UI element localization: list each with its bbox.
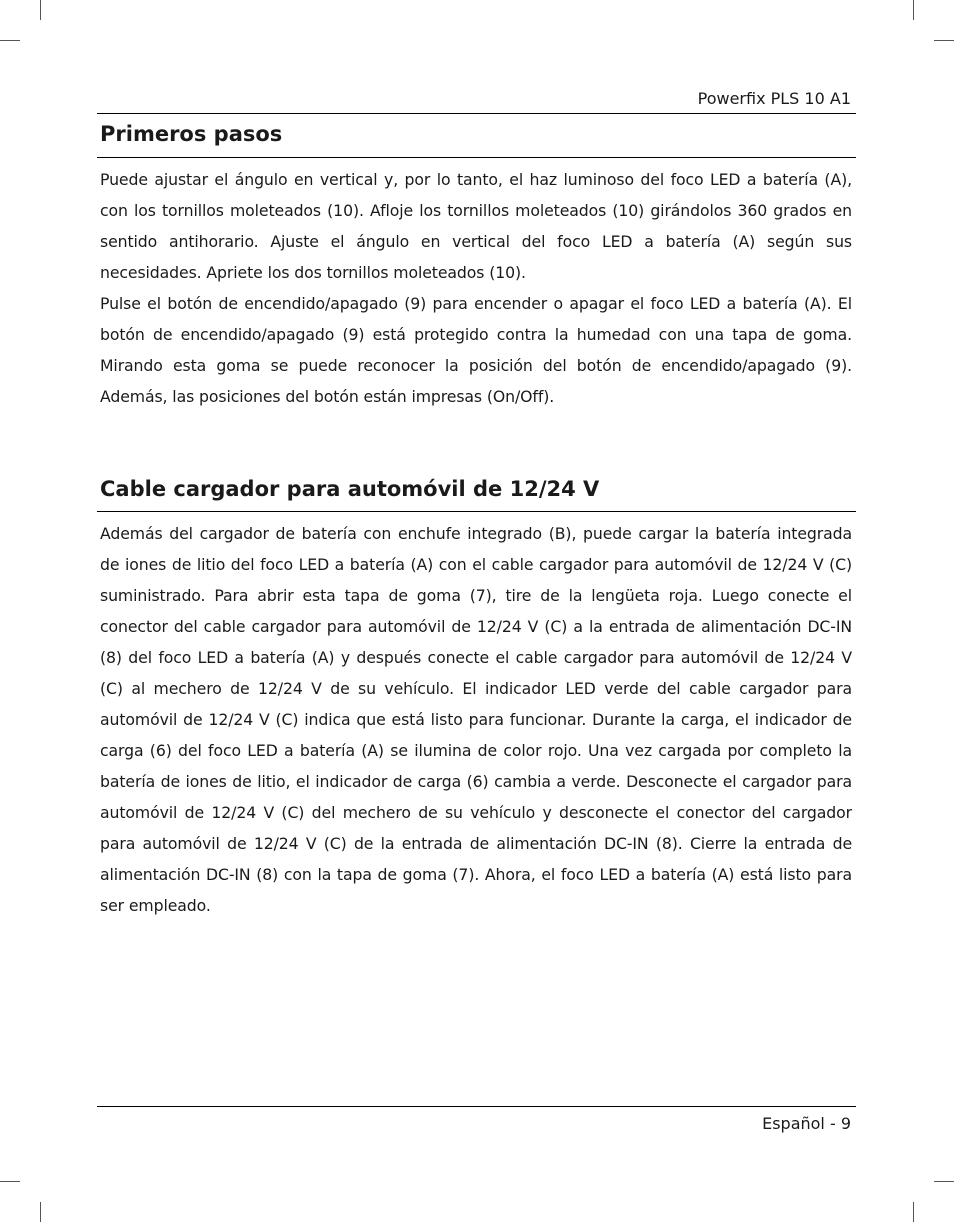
page-number: Español - 9 (762, 1114, 851, 1133)
crop-mark (40, 0, 41, 20)
crop-mark (0, 40, 20, 41)
crop-mark (913, 0, 914, 20)
crop-mark (913, 1202, 914, 1222)
section-body-primeros-pasos (100, 164, 852, 412)
paragraph: Puede ajustar el ángulo en vertical y, por lo tanto, el haz luminoso del foco LED a batería (A), con los tornillos moleteados (10). Afloje los tornillos moleteados (10) girándolos 360 grados en sentido antihorario. Ajuste el ángulo en vertical del foco LED a batería (A) según sus necesidades. Apriete los dos tornillos moleteados (10). (100, 170, 852, 282)
section-title-cable-cargador: Cable cargador para automóvil de 12/24 V (100, 477, 600, 501)
running-header: Powerfix PLS 10 A1 (697, 89, 851, 108)
crop-mark (0, 1181, 20, 1182)
footer-rule (97, 1106, 856, 1107)
section-title-rule (97, 157, 856, 158)
section-title-rule (97, 511, 856, 512)
crop-mark (934, 40, 954, 41)
crop-mark (934, 1181, 954, 1182)
paragraph: Además del cargador de batería con enchufe integrado (B), puede cargar la batería integrada de iones de litio del foco LED a batería (A) con el cable cargador para automóvil de 12/24 V (C) suministrado. Para abrir esta tapa de goma (7), tire de la lengüeta roja. Luego conecte el conector del cable cargador para automóvil de 12/24 V (C) a la entrada de alimentación DC-IN (8) del foco LED a batería (A) y después conecte el cable cargador para automóvil de 12/24 V (C) al mechero de 12/24 V de su vehículo. El indicador LED verde del cable cargador para automóvil de 12/24 V (C) indica que está listo para funcionar. Durante la carga, el indicador de carga (6) del foco LED a batería (A) se ilumina de color rojo. Una vez cargada por completo la batería de iones de litio, el indicador de carga (6) cambia a verde. Desconecte el cargador para automóvil de 12/24 V (C) del mechero de su vehículo y desconecte el conector del cargador para automóvil de 12/24 V (C) de la entrada de alimentación DC-IN (8). Cierre la entrada de alimentación DC-IN (8) con la tapa de goma (7). Ahora, el foco LED a batería (A) está listo para ser empleado. (100, 524, 852, 915)
paragraph: Pulse el botón de encendido/apagado (9) para encender o apagar el foco LED a batería (A). El botón de encendido/apagado (9) está protegido contra la humedad con una tapa de goma. Mirando esta goma se puede reconocer la posición del botón de encendido/apagado (9). Además, las posiciones del botón están impresas (On/Off). (100, 294, 852, 406)
section-body-cable-cargador (100, 518, 852, 921)
crop-mark (40, 1202, 41, 1222)
section-title-primeros-pasos: Primeros pasos (100, 122, 283, 146)
header-rule (97, 113, 856, 114)
